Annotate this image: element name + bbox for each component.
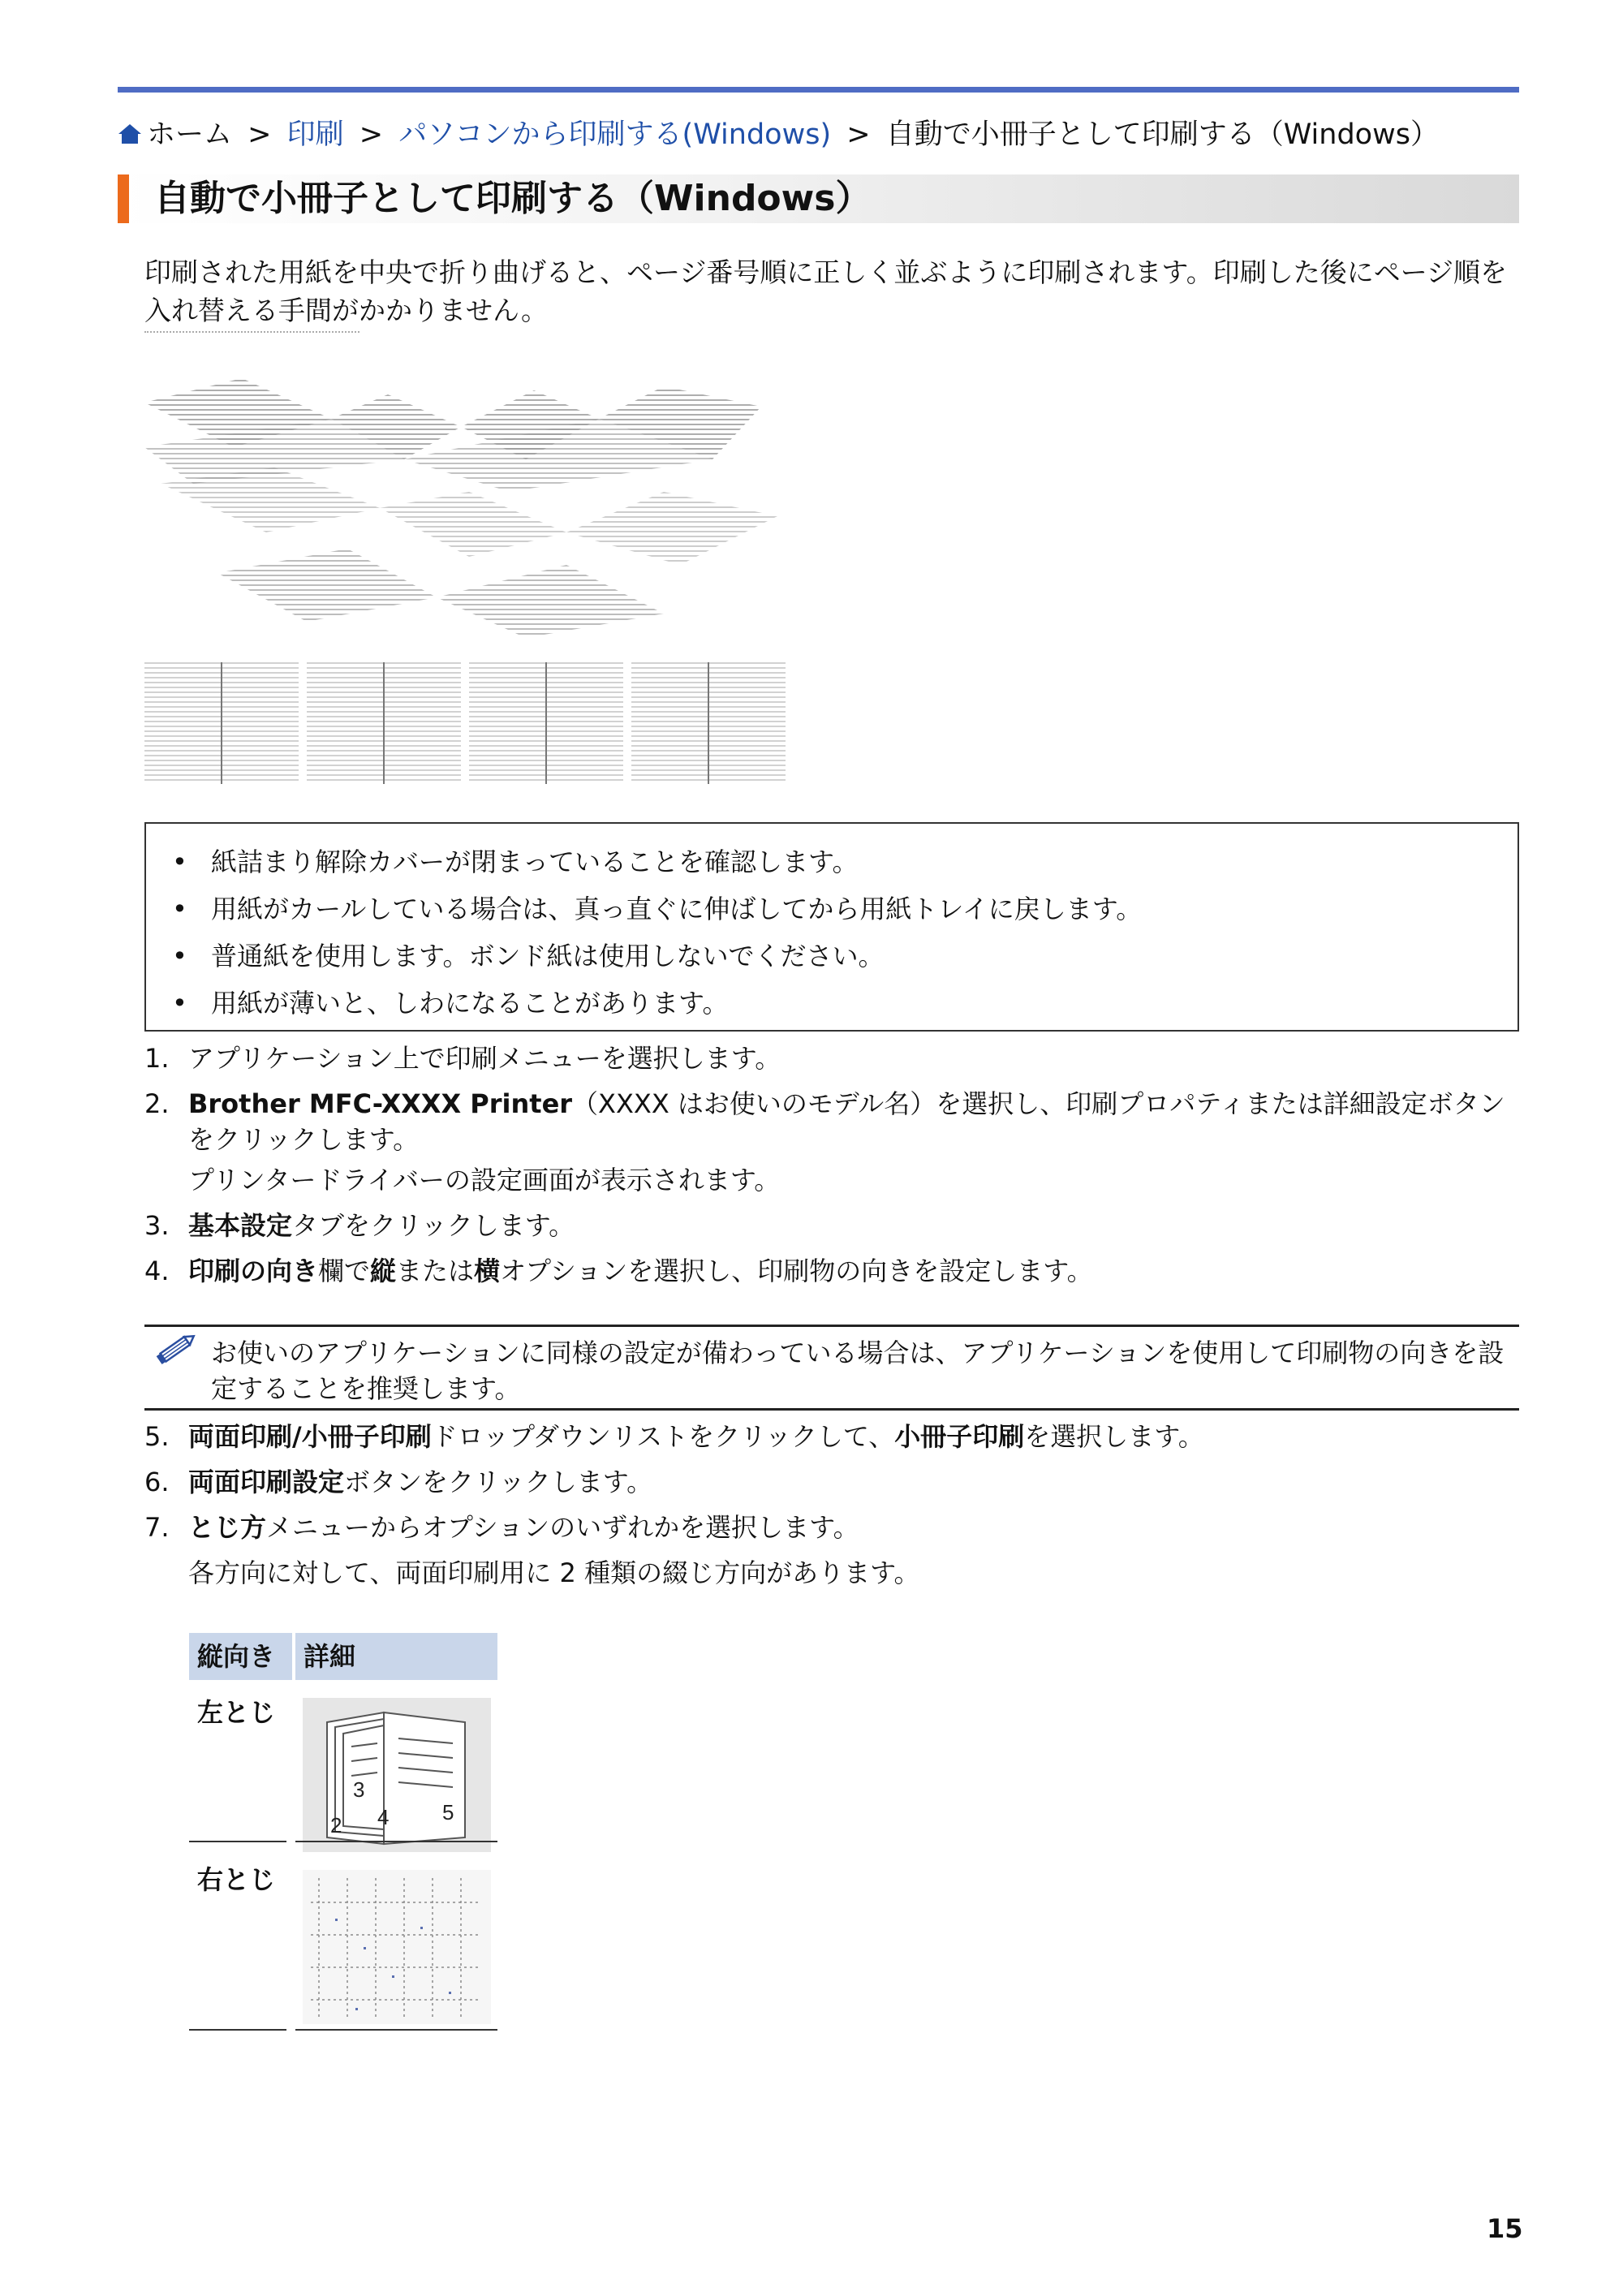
printer-name: Brother MFC-XXXX Printer [188, 1088, 573, 1119]
step-text [188, 1208, 1519, 1243]
step-number: 7. [144, 1512, 170, 1543]
notice-item: • 用紙が薄いと、しわになることがあります。 [170, 986, 1518, 1020]
step-text-rest: メニューからオプションのいずれかを選択します。 [266, 1512, 859, 1543]
step-text-part: を選択します。 [1024, 1421, 1204, 1452]
page-title: 自動で小冊子として印刷する（Windows） [154, 178, 872, 219]
step-number: 6. [144, 1467, 170, 1497]
ui-label-duplex-booklet: 両面印刷/小冊子印刷 [188, 1421, 432, 1452]
step-7-note: 各方向に対して、両面印刷用に 2 種類の綴じ方向があります。 [188, 1557, 920, 1588]
breadcrumb-print-link[interactable]: 印刷 [286, 118, 344, 151]
table-header-orientation: 縦向き [189, 1633, 292, 1680]
page-number-label: 5 [442, 1800, 454, 1824]
intro-paragraph: 印刷された用紙を中央で折り曲げると、ページ番号順に正しく並ぶように印刷されます。印刷した後にページ順を入れ替える手間がかかりません。 [144, 256, 1508, 326]
table-row-divider [295, 1841, 497, 1842]
ui-label-binding: とじ方 [188, 1512, 267, 1543]
ui-label-duplex-settings: 両面印刷設定 [188, 1467, 345, 1497]
step-text [188, 1253, 1519, 1289]
notice-item: • 紙詰まり解除カバーが閉まっていることを確認します。 [170, 845, 1518, 879]
step-text-part: または [396, 1256, 475, 1286]
step-text-rest: ボタンをクリックします。 [344, 1467, 653, 1497]
step-number: 5. [144, 1421, 170, 1452]
ui-label-basic-tab: 基本設定 [188, 1210, 293, 1241]
step-number: 1. [144, 1043, 170, 1074]
breadcrumb-current: 自動で小冊子として印刷する（Windows） [885, 118, 1439, 151]
dotted-divider [144, 331, 359, 333]
top-rule [118, 87, 1519, 93]
tip-box [144, 1325, 1519, 1411]
row-label-left-binding: 左とじ [197, 1697, 276, 1728]
ui-label-booklet: 小冊子印刷 [894, 1421, 1025, 1452]
step-number: 4. [144, 1256, 170, 1286]
step-number: 2. [144, 1088, 170, 1119]
notice-item: • 普通紙を使用します。ボンド紙は使用しないでください。 [170, 939, 1518, 973]
table-row-divider [189, 1841, 286, 1842]
step-text-rest: （XXXX はお使いのモデル名）を選択し、印刷プロパティまたは詳細設定ボタンをクリックします。 [188, 1088, 1505, 1155]
step-text: アプリケーション上で印刷メニューを選択します。 [188, 1043, 781, 1074]
breadcrumb-separator: > [846, 118, 871, 151]
notice-box [144, 822, 1519, 1032]
page-number-label: 2 [330, 1813, 342, 1837]
home-icon[interactable] [118, 123, 142, 145]
step-text [188, 1464, 1519, 1500]
step-text-part: オプションを選択し、印刷物の向きを設定します。 [500, 1256, 1093, 1286]
breadcrumb-separator: > [248, 118, 272, 151]
ui-label-landscape: 横 [474, 1256, 501, 1286]
step-text [188, 1086, 1519, 1157]
row-label-right-binding: 右とじ [197, 1864, 276, 1895]
notice-item: • 用紙がカールしている場合は、真っ直ぐに伸ばしてから用紙トレイに戻します。 [170, 892, 1518, 926]
table-header-detail: 詳細 [295, 1633, 497, 1680]
step-text-rest: タブをクリックします。 [292, 1210, 575, 1241]
step-text [188, 1419, 1519, 1454]
step-text-part: ドロップダウンリストをクリックして、 [431, 1421, 895, 1452]
breadcrumb-separator: > [359, 118, 384, 151]
breadcrumb [118, 115, 1522, 154]
booklet-pages-bottom [144, 662, 786, 784]
left-binding-thumbnail [303, 1698, 491, 1852]
ui-label-orientation: 印刷の向き [188, 1256, 319, 1286]
page-number-label: 3 [353, 1777, 365, 1802]
breadcrumb-home-link[interactable]: ホーム [147, 118, 233, 151]
page-number-label: 4 [377, 1805, 390, 1829]
table-row-divider [295, 2029, 497, 2031]
ui-label-portrait: 縦 [370, 1256, 397, 1286]
title-accent-bar [118, 174, 129, 223]
right-binding-thumbnail [303, 1870, 491, 2024]
booklet-printing-illustration [144, 370, 794, 789]
title-bar [118, 174, 1519, 223]
step-number: 3. [144, 1210, 170, 1241]
pencil-icon [153, 1329, 201, 1369]
step-2-result: プリンタードライバーの設定画面が表示されます。 [188, 1165, 781, 1195]
page-number: 15 [1487, 2213, 1523, 2244]
step-text [188, 1510, 1519, 1545]
step-text-part: 欄で [318, 1256, 371, 1286]
tip-text: お使いのアプリケーションに同様の設定が備わっている場合は、アプリケーションを使用して印刷物の向きを設定することを推奨します。 [211, 1338, 1505, 1404]
booklet-sheets-middle [161, 467, 777, 638]
breadcrumb-pc-print-link[interactable]: パソコンから印刷する(Windows) [398, 118, 832, 151]
table-row-divider [189, 2029, 286, 2031]
